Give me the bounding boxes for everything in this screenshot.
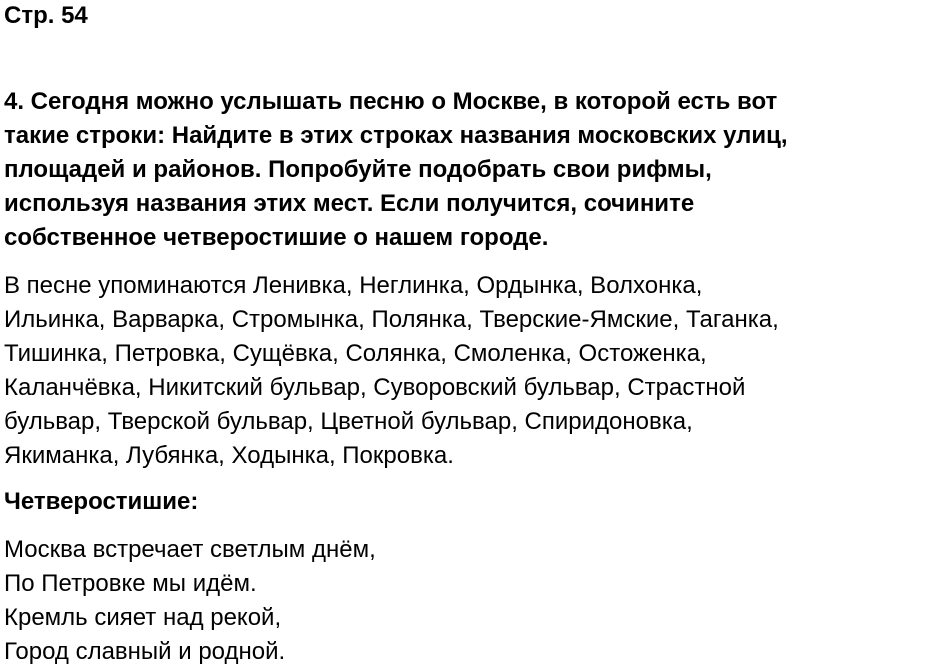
quatrain-heading: Четверостишие: [4,488,199,515]
answer-line: В песне упоминаются Ленивка, Неглинка, Ордынка, Волхонка, [4,272,703,299]
answer-line: Ильинка, Варварка, Стромынка, Полянка, Тверские-Ямские, Таганка, [4,306,779,333]
task-line: собственное четверостишие о нашем городе. [4,224,549,251]
poem-line: Москва встречает светлым днём, [4,536,376,563]
task-line: 4. Сегодня можно услышать песню о Москве, в которой есть вот [4,88,778,115]
poem-line: Город славный и родной. [4,638,286,665]
answer-line: Тишинка, Петровка, Сущёвка, Солянка, Смоленка, Остоженка, [4,340,707,367]
task-text [4,85,932,255]
task-line: площадей и районов. Попробуйте подобрать свои рифмы, [4,156,712,183]
task-line: используя названия этих мест. Если получится, сочините [4,190,695,217]
answer-line: Якиманка, Лубянка, Ходынка, Покровка. [4,442,454,469]
poem-line: По Петровке мы идём. [4,570,257,597]
answer-text [4,269,932,473]
quatrain-poem [4,533,376,669]
answer-line: бульвар, Тверской бульвар, Цветной бульвар, Спиридоновка, [4,408,693,435]
task-line: такие строки: Найдите в этих строках названия московских улиц, [4,122,788,149]
page-number: Стр. 54 [4,2,88,29]
answer-line: Каланчёвка, Никитский бульвар, Суворовский бульвар, Страстной [4,374,746,401]
poem-line: Кремль сияет над рекой, [4,604,282,631]
